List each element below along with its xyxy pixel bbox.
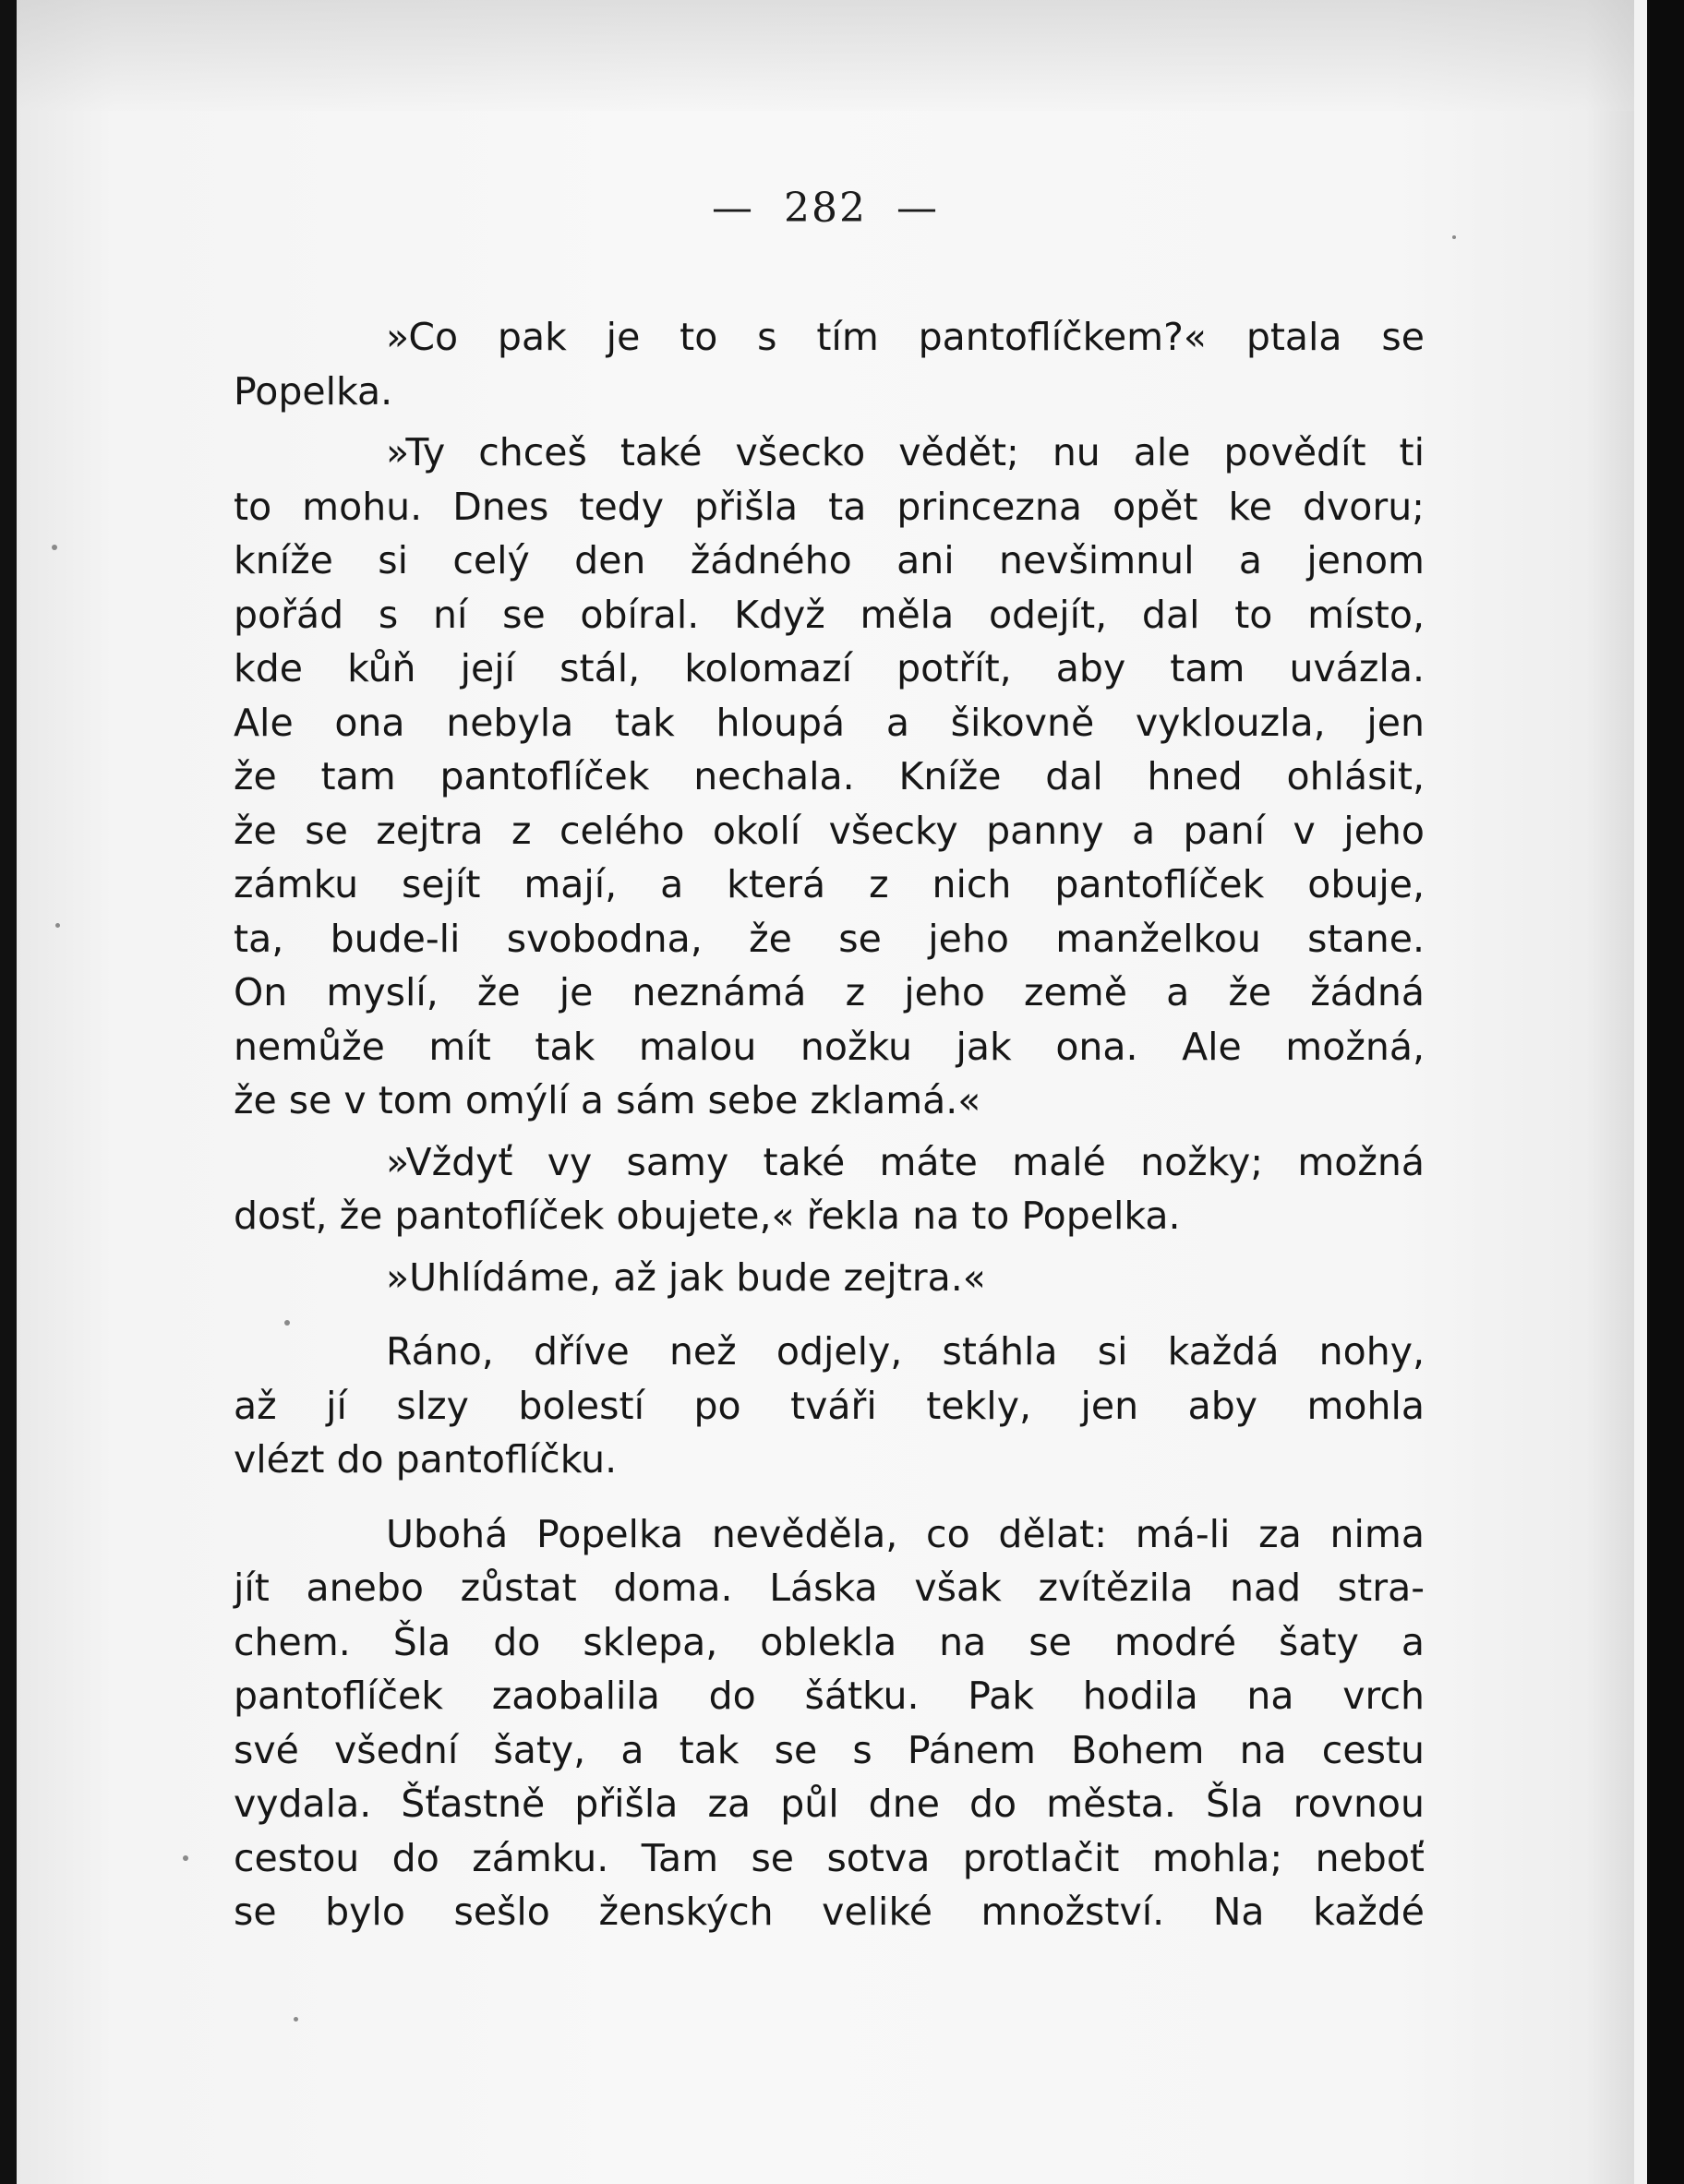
text-line: zámku sejít mají, a která z nich pantoflíček obuje, xyxy=(234,862,1425,906)
page-number-header xyxy=(17,185,1634,232)
paper-shadow xyxy=(17,0,1634,111)
text-line: jít anebo zůstat doma. Láska však zvítězila nad stra- xyxy=(234,1566,1425,1610)
page-number: 282 xyxy=(784,185,867,232)
text-line: pantoflíček zaobalila do šátku. Pak hodila na vrch xyxy=(234,1674,1425,1718)
text-line: že tam pantoflíček nechala. Kníže dal hned ohlásit, xyxy=(234,754,1425,798)
text-line: pořád s ní se obíral. Když měla odejít, dal to místo, xyxy=(234,592,1425,637)
text-line: Ale ona nebyla tak hloupá a šikovně vyklouzla, jen xyxy=(234,700,1425,745)
text-line: vydala. Šťastně přišla za půl dne do města. Šla rovnou xyxy=(234,1782,1425,1826)
text-line: »Uhlídáme, až jak bude zejtra.« xyxy=(386,1254,986,1300)
text-line: chem. Šla do sklepa, oblekla na se modré šaty a xyxy=(234,1619,1425,1664)
body-text xyxy=(234,310,1425,1939)
paragraph-5 xyxy=(234,1325,1425,1487)
paper-speck xyxy=(52,545,57,550)
scan-border xyxy=(1647,0,1684,2184)
text-line: »Co pak je to s tím pantoflíčkem?« ptala se xyxy=(386,315,1425,359)
page-edge-strip xyxy=(1634,0,1647,2184)
text-line: »Ty chceš také všecko vědět; nu ale povědít ti xyxy=(386,430,1425,474)
text-line: ta, bude-li svobodna, že se jeho manželkou stane. xyxy=(234,916,1425,961)
text-line: se bylo sešlo ženských veliké množství. Na každé xyxy=(234,1890,1425,1934)
text-line: Ubohá Popelka nevěděla, co dělat: má-li za nima xyxy=(386,1511,1425,1556)
paragraph-3 xyxy=(234,1135,1425,1243)
text-line: až jí slzy bolestí po tváři tekly, jen aby mohla xyxy=(234,1383,1425,1428)
paragraph-1 xyxy=(234,310,1425,418)
paper-speck xyxy=(294,2017,298,2022)
header-dash-right: — xyxy=(896,185,939,232)
text-line: že se zejtra z celého okolí všecky panny a paní v jeho xyxy=(234,808,1425,853)
paper-speck xyxy=(55,923,60,928)
paper-speck xyxy=(284,1320,290,1326)
text-line: nemůže mít tak malou nožku jak ona. Ale možná, xyxy=(234,1024,1425,1069)
paper-sheet xyxy=(17,0,1634,2184)
text-line: vlézt do pantoflíčku. xyxy=(234,1437,618,1482)
header-dash-left: — xyxy=(712,185,754,232)
paper-speck xyxy=(183,1855,188,1861)
text-line: On myslí, že je neznámá z jeho země a že žádná xyxy=(234,970,1425,1014)
text-line: »Vždyť vy samy také máte malé nožky; možná xyxy=(386,1139,1425,1184)
text-line: Popelka. xyxy=(234,368,393,414)
paragraph-2 xyxy=(234,426,1425,1128)
text-line: své všední šaty, a tak se s Pánem Bohem na cestu xyxy=(234,1727,1425,1772)
text-line: to mohu. Dnes tedy přišla ta princezna opět ke dvoru; xyxy=(234,484,1425,529)
text-line: Ráno, dříve než odjely, stáhla si každá nohy, xyxy=(386,1329,1425,1374)
paragraph-4 xyxy=(234,1251,1425,1305)
text-line: cestou do zámku. Tam se sotva protlačit mohla; neboť xyxy=(234,1835,1425,1880)
text-line: kníže si celý den žádného ani nevšimnul a jenom xyxy=(234,538,1425,582)
text-line: že se v tom omýlí a sám sebe zklamá.« xyxy=(234,1078,981,1122)
text-line: kde kůň její stál, kolomazí potřít, aby tam uvázla. xyxy=(234,646,1425,690)
paragraph-6 xyxy=(234,1507,1425,1939)
paper-speck xyxy=(1452,235,1456,239)
text-line: dosť, že pantoflíček obujete,« řekla na to Popelka. xyxy=(234,1194,1181,1238)
